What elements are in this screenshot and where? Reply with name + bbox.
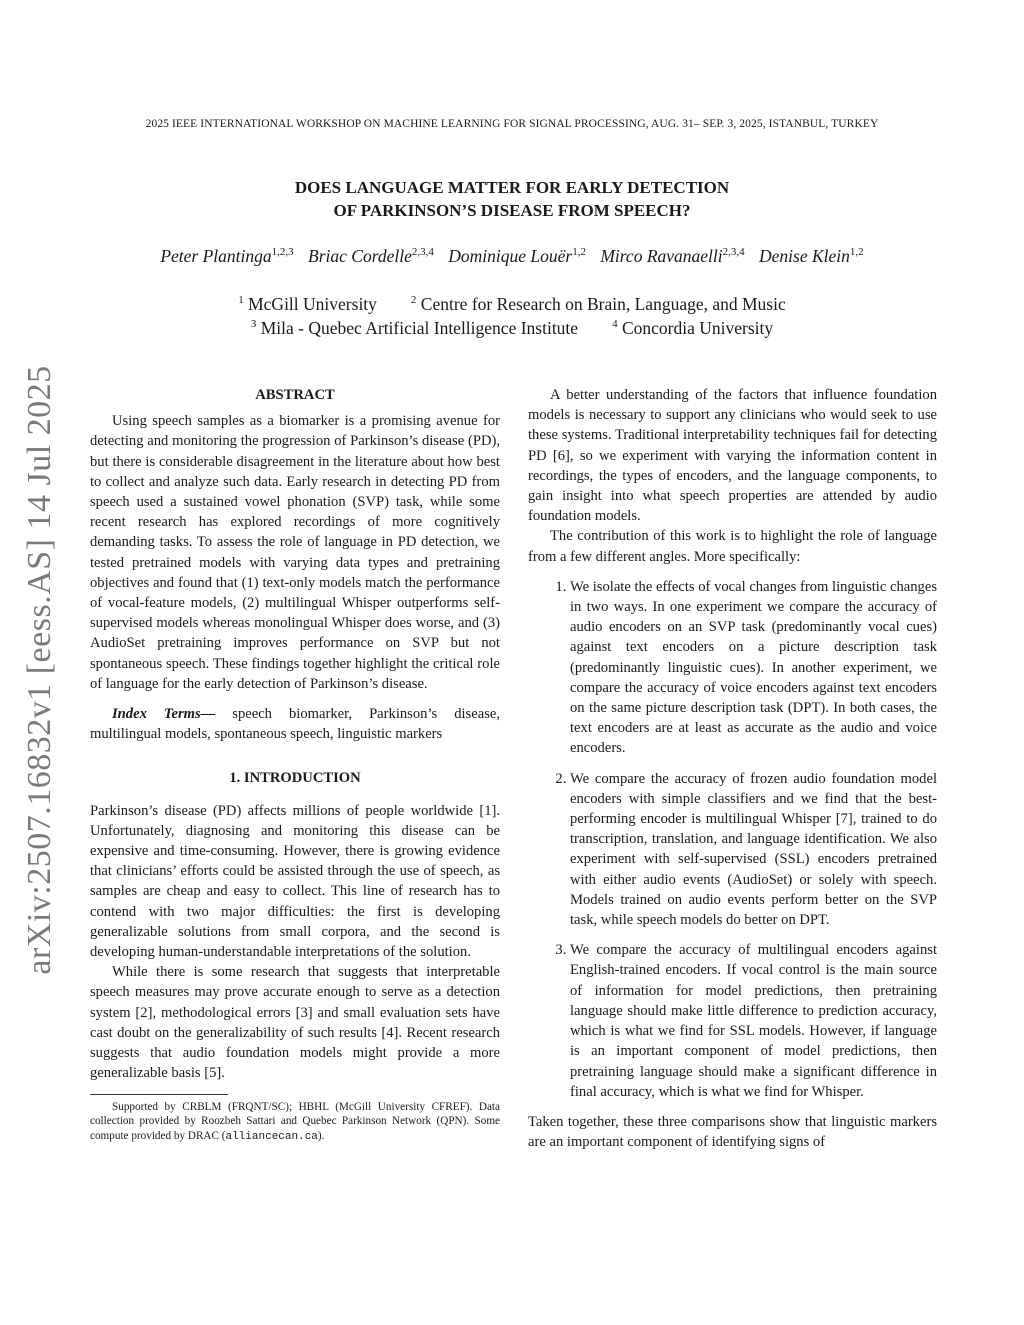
conference-header: 2025 IEEE INTERNATIONAL WORKSHOP ON MACHINE LEARNING FOR SIGNAL PROCESSING, AUG. 31– SEP. 3, 2025, ISTANBUL, TURKEY — [145, 118, 879, 130]
author-1 — [160, 246, 293, 266]
arxiv-stamp — [10, 360, 70, 980]
affiliation-name: Concordia University — [621, 318, 774, 338]
abstract-heading: ABSTRACT — [255, 387, 335, 403]
intro-paragraph-5: Taken together, these three comparisons show that linguistic markers are an important component of identifying signs of — [528, 1113, 937, 1151]
author-name: Dominique Louër — [448, 246, 573, 266]
author-affiliation-marker: 1,2 — [849, 246, 864, 259]
contribution-item-3: 3. We compare the accuracy of multilingual encoders against English-trained encoders. If vocal control is the main source of information for model predictions, then pretraining language should make little difference to prediction accuracy, which is what we find for SSL models. However, if language is an important component of model predictions, then pretraining language should make a significant difference in final accuracy, which is what we find for Whisper. — [570, 940, 937, 1102]
intro-paragraph-4: The contribution of this work is to highlight the role of language from a few different angles. More specifically: — [528, 528, 937, 565]
author-name: Mirco Ravanaelli — [600, 246, 723, 266]
affiliation-number: 1 — [238, 294, 244, 307]
intro-paragraph-3: A better understanding of the factors that influence foundation models is necessary to support any clinicians who would seek to use these systems. Traditional interpretability techniques fail for detecting PD [6], so we experiment with varying the information content in recordings, the types of encoders, and the language components, to gain insight into what speech properties are attended by audio foundation models. — [528, 387, 937, 525]
author-affiliation-marker: 2,3,4 — [722, 246, 745, 259]
intro-paragraph-1: Parkinson’s disease (PD) affects millions of people worldwide [1]. Unfortunately, diagnosing and monitoring this disease can be expensive and time-consuming. However, there is growing evidence that clinicians’ efforts could be assisted through the use of speech, as samples are cheap and easy to collect. This line of research has to contend with two major difficulties: the first is developing generalizable solutions from small corpora, and the second is developing human-understandable interpretations of the solution. — [90, 802, 500, 961]
footnote-end: ). — [317, 1129, 325, 1142]
author-list — [0, 246, 1024, 267]
affiliation-number: 4 — [612, 318, 618, 331]
author-4 — [600, 246, 744, 266]
title-line-1: DOES LANGUAGE MATTER FOR EARLY DETECTION — [294, 178, 730, 197]
author-5 — [759, 246, 864, 266]
left-column — [90, 385, 500, 1144]
paper-title — [0, 176, 1024, 222]
introduction-heading: 1. INTRODUCTION — [229, 770, 361, 787]
right-column — [528, 385, 937, 1152]
author-3 — [448, 246, 586, 266]
author-affiliation-marker: 1,2 — [572, 246, 586, 259]
affiliation-number: 3 — [250, 318, 257, 331]
author-name: Denise Klein — [759, 246, 850, 266]
affiliations-line-2 — [0, 318, 1024, 339]
affiliation-number: 2 — [410, 294, 417, 307]
author-name: Peter Plantinga — [160, 246, 272, 266]
author-affiliation-marker: 1,2,3 — [271, 246, 294, 259]
footnote-rule — [90, 1094, 228, 1095]
author-2 — [308, 246, 434, 266]
arxiv-identifier: arXiv:2507.16832v1 [eess.AS] 14 Jul 2025 — [21, 365, 58, 975]
index-terms-label: Index Terms— — [112, 706, 216, 723]
footnote-text: Supported by CRBLM (FRQNT/SC); HBHL (McGill University CFREF). Data collection provided by Roozbeh Sattari and Quebec Parkinson Network (QPN). Some compute provided by DRAC ( — [90, 1100, 500, 1142]
abstract-text: Using speech samples as a biomarker is a promising avenue for detecting and monitoring the progression of Parkinson’s disease (PD), but there is considerable disagreement in the literature about how best to collect and analyze such data. Early research in detecting PD from speech used a sustained vowel phonation (SVP) task, while some recent research has explored recordings of more cognitively demanding tasks. To assess the role of language in PD detection, we tested pretrained models with varying data types and pretraining objectives and found that (1) text-only models match the performance of vocal-feature models, (2) multilingual Whisper outperforms self-supervised models whereas monolingual Whisper does worse, and (3) AudioSet pretraining improves performance on SVP but not spontaneous speech. These findings together highlight the critical role of language for the early detection of Parkinson’s disease. — [90, 413, 500, 692]
index-terms — [90, 704, 500, 744]
affiliations-line-1 — [0, 294, 1024, 315]
author-affiliation-marker: 2,3,4 — [411, 246, 434, 259]
contribution-item-2: 2. We compare the accuracy of frozen audio foundation model encoders with simple classifiers and we find that the best-performing encoder is multilingual Whisper [7], trained to do transcription, translation, and language identification. We also experiment with self-supervised (SSL) encoders pretrained with either audio events (AudioSet) or solely with speech. Models trained on audio events perform better on the SVP task, while speech models do better on DPT. — [570, 769, 937, 931]
title-line-2: OF PARKINSON’S DISEASE FROM SPEECH? — [333, 201, 691, 220]
contribution-list — [528, 577, 937, 1102]
footnote-link[interactable]: alliancecan.ca — [225, 1130, 318, 1143]
contribution-item-1: 1. We isolate the effects of vocal changes from linguistic changes in two ways. In one experiment we compare the accuracy of audio encoders on an SVP task (predominantly vocal cues) against text encoders on a picture description task (predominantly linguistic cues). In another experiment, we compare the accuracy of voice encoders against text encoders on the same picture description task (DPT). In both cases, the text encoders are at least as accurate as the audio and voice encoders. — [570, 577, 937, 759]
affiliation-name: McGill University — [248, 294, 377, 314]
affiliation-name: Centre for Research on Brain, Language, and Music — [420, 294, 786, 314]
author-name: Briac Cordelle — [308, 246, 412, 266]
affiliation-name: Mila - Quebec Artificial Intelligence Institute — [260, 318, 579, 338]
funding-footnote — [90, 1100, 500, 1145]
intro-paragraph-2: While there is some research that suggests that interpretable speech measures may prove accurate enough to serve as a detection system [2], methodological errors [3] and small evaluation sets have cast doubt on the generalizability of such results [4]. Recent research suggests that audio foundation models might provide a more generalizable basis [5]. — [90, 964, 500, 1082]
index-terms-text: speech biomarker, Parkinson’s disease, multilingual models, spontaneous speech, linguistic markers — [90, 706, 500, 743]
